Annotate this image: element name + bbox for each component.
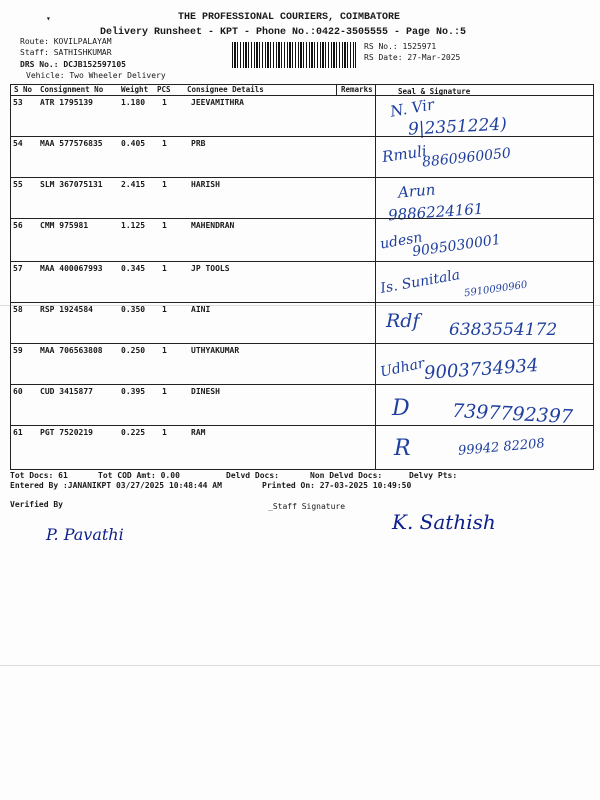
company-title: THE PROFESSIONAL COURIERS, COIMBATORE — [178, 12, 401, 23]
row-sno: 60 — [13, 387, 23, 396]
row-sno: 54 — [13, 139, 23, 148]
row-divider — [10, 218, 593, 219]
row-phone: 5910090960 — [463, 279, 529, 300]
row-sno: 53 — [13, 98, 23, 107]
row-divider — [10, 384, 593, 385]
row-weight: 1.180 — [121, 98, 146, 107]
row-sno: 57 — [13, 264, 23, 273]
fold-line — [0, 665, 600, 666]
row-consignee: RAM — [191, 428, 206, 437]
printed-on: Printed On: 27-03-2025 10:49:50 — [262, 481, 412, 490]
delivered-docs: Delvd Docs: — [226, 471, 279, 480]
row-phone: 99942 82208 — [457, 436, 546, 459]
row-consignment: MAA 577576835 — [40, 139, 103, 148]
col-divider-seal — [375, 84, 376, 470]
row-divider — [10, 302, 593, 303]
row-pcs: 1 — [162, 98, 167, 107]
row-consignee: JEEVAMITHRA — [191, 98, 244, 107]
delivery-points: Delvy Pts: — [409, 471, 458, 480]
row-phone: 9886224161 — [387, 199, 484, 225]
row-consignment: CMM 975981 — [40, 221, 89, 230]
row-phone: 8860960050 — [421, 145, 512, 171]
rs-date: RS Date: 27-Mar-2025 — [364, 53, 461, 62]
row-pcs: 1 — [162, 221, 167, 230]
row-consignee: PRB — [191, 139, 206, 148]
row-sno: 59 — [13, 346, 23, 355]
row-weight: 0.345 — [121, 264, 146, 273]
row-sno: 58 — [13, 305, 23, 314]
row-signature: R — [394, 436, 411, 461]
row-divider — [10, 343, 593, 344]
row-phone: 7397792397 — [451, 399, 574, 429]
row-signature: Rmuli — [380, 141, 428, 167]
row-pcs: 1 — [162, 305, 167, 314]
row-consignee: AINI — [191, 305, 211, 314]
row-weight: 0.350 — [121, 305, 146, 314]
barcode — [232, 42, 356, 68]
row-divider — [10, 261, 593, 262]
row-pcs: 1 — [162, 387, 167, 396]
header-remarks: Remarks — [341, 85, 373, 94]
verified-by-label: Verified By — [10, 500, 63, 509]
fold-line — [0, 305, 600, 306]
row-pcs: 1 — [162, 428, 167, 437]
drs-number: DRS No.: DCJB152597105 — [20, 60, 126, 69]
row-consignment: CUD 3415877 — [40, 387, 93, 396]
row-divider — [10, 177, 593, 178]
row-signature: Rdf — [386, 310, 420, 332]
header-seal: Seal & Signature — [398, 87, 471, 96]
row-consignee: UTHYAKUMAR — [191, 346, 240, 355]
row-signature: udesn — [378, 229, 424, 253]
row-signature: Udhar — [378, 355, 427, 381]
row-signature: D — [392, 396, 410, 421]
col-divider-remarks — [336, 84, 337, 95]
row-consignment: MAA 706563808 — [40, 346, 103, 355]
row-consignee: DINESH — [191, 387, 220, 396]
table-header-border — [10, 95, 593, 96]
header-weight: Weight — [121, 85, 149, 94]
total-cod: Tot COD Amt: 0.00 — [98, 471, 180, 480]
row-divider — [10, 136, 593, 137]
row-consignment: ATR 1795139 — [40, 98, 93, 107]
row-consignee: MAHENDRAN — [191, 221, 235, 230]
row-signature: N. Vir — [388, 95, 436, 121]
row-weight: 0.405 — [121, 139, 146, 148]
staff-handwritten-signature: K. Sathish — [392, 510, 496, 534]
header-consignee: Consignee Details — [187, 85, 264, 94]
total-docs: Tot Docs: 61 — [10, 471, 68, 480]
table-right-border — [593, 84, 594, 470]
row-consignment: PGT 7520219 — [40, 428, 93, 437]
staff-signature-label: _Staff Signature — [268, 502, 346, 511]
corner-mark: ▾ — [46, 14, 51, 23]
row-consignment: SLM 367075131 — [40, 180, 103, 189]
runsheet-line: Delivery Runsheet - KPT - Phone No.:0422-3505555 - Page No.:5 — [100, 27, 467, 38]
row-signature: Arun — [397, 180, 437, 202]
row-phone: 9095030001 — [411, 231, 502, 261]
row-consignee: JP TOOLS — [191, 264, 230, 273]
non-delivered-docs: Non Delvd Docs: — [310, 471, 383, 480]
header-consignment: Consignment No — [40, 85, 104, 94]
vehicle-label: Vehicle: Two Wheeler Delivery — [26, 71, 166, 80]
row-weight: 0.250 — [121, 346, 146, 355]
row-phone: 9003734934 — [423, 355, 540, 384]
verifier-signature: P. Pavathi — [46, 525, 124, 544]
row-pcs: 1 — [162, 264, 167, 273]
row-signature: Is. Sunitala — [379, 267, 462, 297]
row-weight: 1.125 — [121, 221, 146, 230]
row-pcs: 1 — [162, 346, 167, 355]
row-pcs: 1 — [162, 139, 167, 148]
row-sno: 55 — [13, 180, 23, 189]
row-sno: 56 — [13, 221, 23, 230]
row-phone: 9|2351224) — [407, 114, 508, 140]
row-sno: 61 — [13, 428, 23, 437]
header-sno: S No — [14, 85, 33, 94]
entered-by: Entered By :JANANIKPT 03/27/2025 10:48:44 AM — [10, 481, 222, 490]
rs-number: RS No.: 1525971 — [364, 42, 437, 51]
row-divider — [10, 425, 593, 426]
table-bottom-border — [10, 469, 593, 470]
route-label: Route: KOVILPALAYAM — [20, 37, 112, 46]
row-weight: 0.395 — [121, 387, 146, 396]
row-consignee: HARISH — [191, 180, 220, 189]
header-pcs: PCS — [157, 85, 171, 94]
row-phone: 6383554172 — [449, 320, 558, 340]
table-left-border — [10, 84, 11, 470]
staff-label: Staff: SATHISHKUMAR — [20, 48, 112, 57]
row-consignment: RSP 1924584 — [40, 305, 93, 314]
row-weight: 2.415 — [121, 180, 146, 189]
row-weight: 0.225 — [121, 428, 146, 437]
row-consignment: MAA 400067993 — [40, 264, 103, 273]
row-pcs: 1 — [162, 180, 167, 189]
